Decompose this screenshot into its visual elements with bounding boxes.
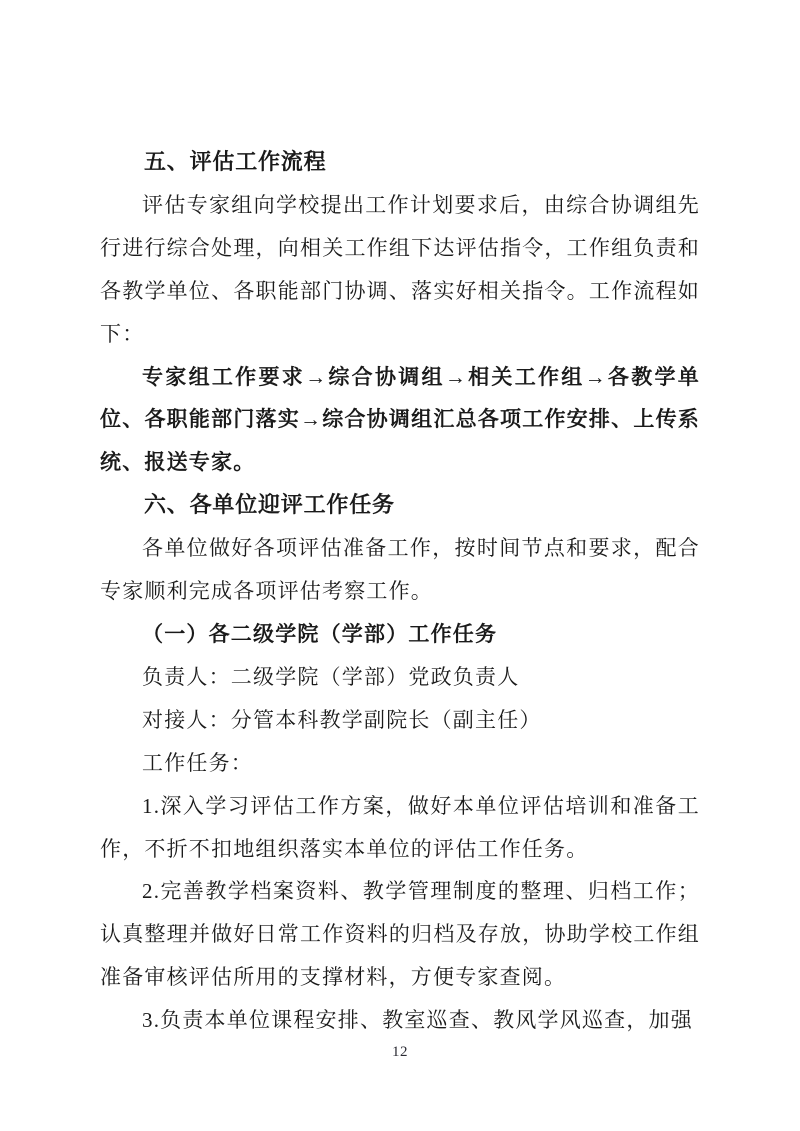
- subsection-1-task-1: 1.深入学习评估工作方案，做好本单位评估培训和准备工作，不折不扣地组织落实本单位的评估工作任务。: [100, 793, 700, 861]
- page-number: 12: [392, 1044, 408, 1060]
- subsection-1-task-2: 2.完善教学档案资料、教学管理制度的整理、归档工作；认真整理并做好日常工作资料的归档及存放，协助学校工作组准备审核评估所用的支撑材料，方便专家查阅。: [100, 879, 700, 990]
- subsection-1-tasks-label: 工作任务：: [142, 750, 253, 775]
- subsection-1-contact-line: 对接人：分管本科教学副院长（副主任）: [142, 707, 542, 732]
- section-5-intro-paragraph: 评估专家组向学校提出工作计划要求后，由综合协调组先行进行综合处理，向相关工作组下达评估指令，工作组负责和各教学单位、各职能部门协调、落实好相关指令。工作流程如下：: [100, 192, 700, 346]
- section-5-heading: 五、评估工作流程: [144, 149, 327, 174]
- subsection-1-leader-line: 负责人：二级学院（学部）党政负责人: [142, 664, 520, 689]
- section-6-heading: 六、各单位迎评工作任务: [144, 492, 395, 518]
- subsection-1-task-3: 3.负责本单位课程安排、教室巡查、教风学风巡查，加强: [142, 1008, 693, 1033]
- subsection-1-heading: （一）各二级学院（学部）工作任务: [142, 621, 498, 646]
- section-5-flow-paragraph: 专家组工作要求→综合协调组→相关工作组→各教学单位、各职能部门落实→综合协调组汇总各项工作安排、上传系统、报送专家。: [100, 364, 700, 475]
- document-body: [100, 141, 700, 1042]
- section-6-intro-paragraph: 各单位做好各项评估准备工作，按时间节点和要求，配合专家顺利完成各项评估考察工作。: [100, 536, 700, 604]
